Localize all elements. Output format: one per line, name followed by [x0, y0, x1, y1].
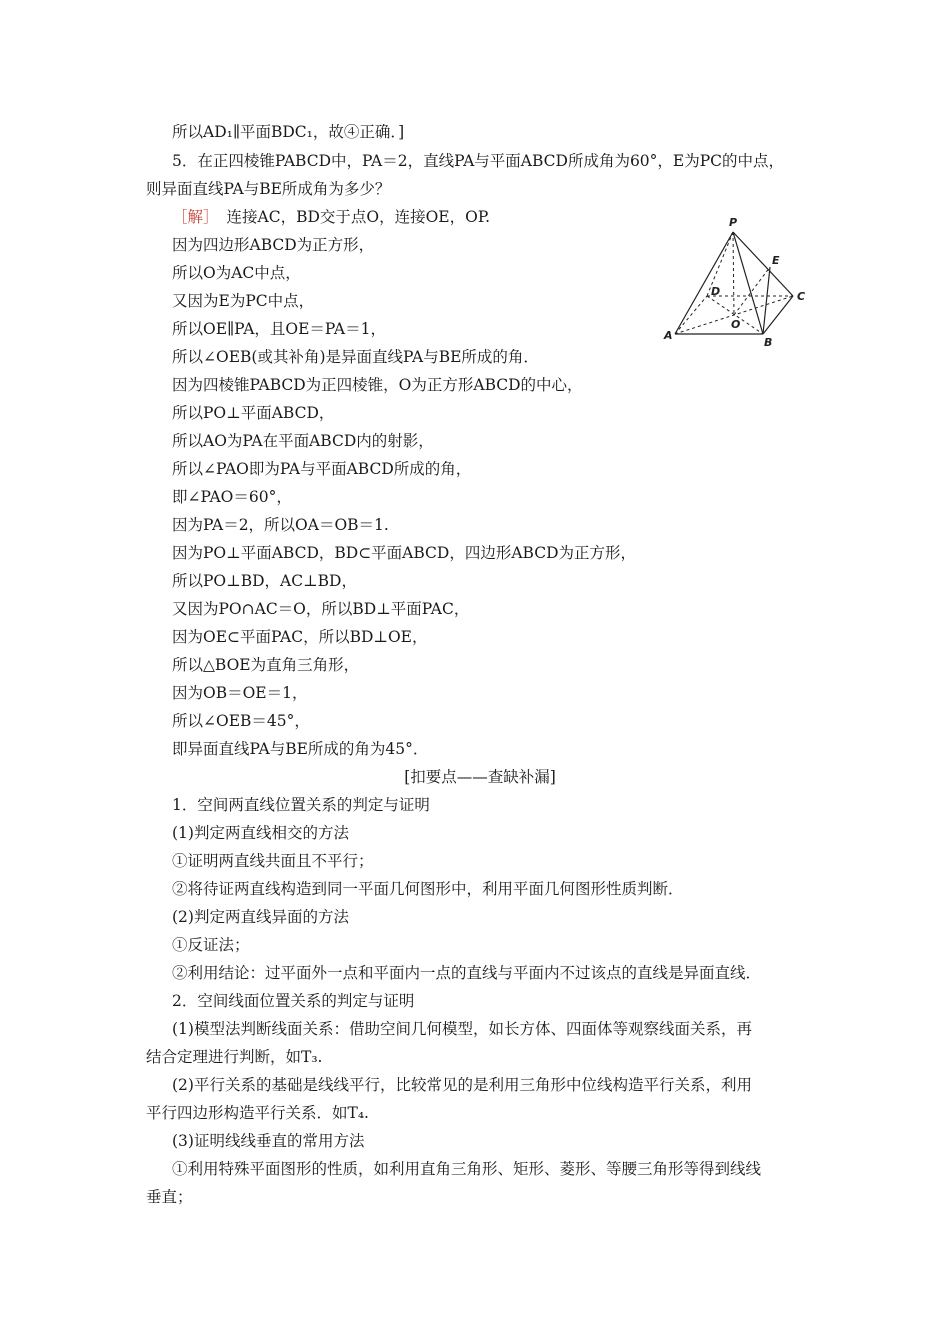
solution-line: 因为四边形ABCD为正方形，: [172, 236, 375, 254]
solution-line: 所以PO⊥平面ABCD，: [172, 404, 335, 422]
summary-line: (3)证明线线垂直的常用方法: [172, 1132, 365, 1150]
solution-line: 所以△BOE为直角三角形，: [172, 656, 360, 674]
label-E: E: [772, 254, 780, 267]
label-P: P: [729, 216, 738, 229]
edge-AD: [675, 296, 707, 334]
summary-line: ①利用特殊平面图形的性质，如利用直角三角形、矩形、菱形、等腰三角形等得到线线: [172, 1160, 762, 1178]
solution-line: 因为OE⊂平面PAC，所以BD⊥OE，: [172, 628, 428, 646]
solution-tag: ［解］: [172, 208, 219, 226]
solution-line: 所以∠PAO即为PA与平面ABCD所成的角，: [172, 460, 472, 478]
solution-line: 又因为PO∩AC＝O，所以BD⊥平面PAC，: [172, 600, 470, 618]
summary-line: 2．空间线面位置关系的判定与证明: [172, 992, 415, 1010]
solution-line: 所以∠OEB＝45°，: [172, 712, 310, 730]
solution-line: 因为四棱锥PABCD为正四棱锥，O为正方形ABCD的中心，: [172, 376, 583, 394]
summary-line: ①反证法；: [172, 936, 250, 954]
summary-line: 垂直；: [146, 1188, 193, 1206]
summary-line: 1．空间两直线位置关系的判定与证明: [172, 796, 430, 814]
summary-line: ②利用结论：过平面外一点和平面内一点的直线与平面内不过该点的直线是异面直线．: [172, 964, 762, 982]
solution-line: 所以∠OEB(或其补角)是异面直线PA与BE所成的角．: [172, 348, 539, 366]
problem-statement: 5．在正四棱锥PABCD中，PA＝2，直线PA与平面ABCD所成角为60°，E为PC的中点，: [172, 152, 785, 170]
pyramid-figure: [655, 212, 815, 352]
solution-line: 所以O为AC中点，: [172, 264, 301, 282]
solution-line: 因为PO⊥平面ABCD，BD⊂平面ABCD，四边形ABCD为正方形，: [172, 544, 636, 562]
solution-line: 所以PO⊥BD，AC⊥BD，: [172, 572, 357, 590]
summary-line: 结合定理进行判断，如T₃.: [146, 1048, 323, 1066]
label-B: B: [764, 336, 773, 349]
solution-first-line: [172, 206, 490, 228]
summary-line: (1)判定两直线相交的方法: [172, 824, 349, 842]
label-C: C: [797, 290, 806, 303]
solution-line: 因为PA＝2，所以OA＝OB＝1.: [172, 516, 389, 534]
summary-line: ②将待证两直线构造到同一平面几何图形中，利用平面几何图形性质判断．: [172, 880, 684, 898]
segment-PO: [733, 232, 734, 315]
solution-line: 因为OB＝OE＝1，: [172, 684, 308, 702]
segment-BE: [763, 267, 770, 334]
summary-line: (2)平行关系的基础是线线平行，比较常见的是利用三角形中位线构造平行关系，利用: [172, 1076, 752, 1094]
solution-text: 连接AC，BD交于点O，连接OE，OP.: [226, 208, 491, 226]
summary-line: (2)判定两直线异面的方法: [172, 908, 349, 926]
solution-line: 即∠PAO＝60°，: [172, 488, 292, 506]
label-D: D: [711, 285, 721, 298]
edge-PA: [675, 232, 733, 334]
summary-line: ①证明两直线共面且不平行；: [172, 852, 374, 870]
segment-OE: [734, 267, 770, 315]
solution-line: 即异面直线PA与BE所成的角为45°．: [172, 740, 429, 758]
label-O: O: [731, 318, 741, 331]
solution-line: 所以AO为PA在平面ABCD内的射影，: [172, 432, 434, 450]
summary-line: (1)模型法判断线面关系：借助空间几何模型，如长方体、四面体等观察线面关系，再: [172, 1020, 752, 1038]
summary-line: 平行四边形构造平行关系．如T₄.: [146, 1104, 369, 1122]
edge-BC: [763, 296, 793, 334]
problem-statement-cont: 则异面直线PA与BE所成角为多少？: [146, 180, 391, 198]
text-line: 所以AD₁∥平面BDC₁，故④正确．]: [172, 123, 405, 141]
label-A: A: [664, 329, 673, 342]
solution-line: 所以OE∥PA，且OE＝PA＝1，: [172, 320, 386, 338]
solution-line: 又因为E为PC中点，: [172, 292, 315, 310]
section-heading: [扣要点——查缺补漏]: [404, 768, 556, 786]
